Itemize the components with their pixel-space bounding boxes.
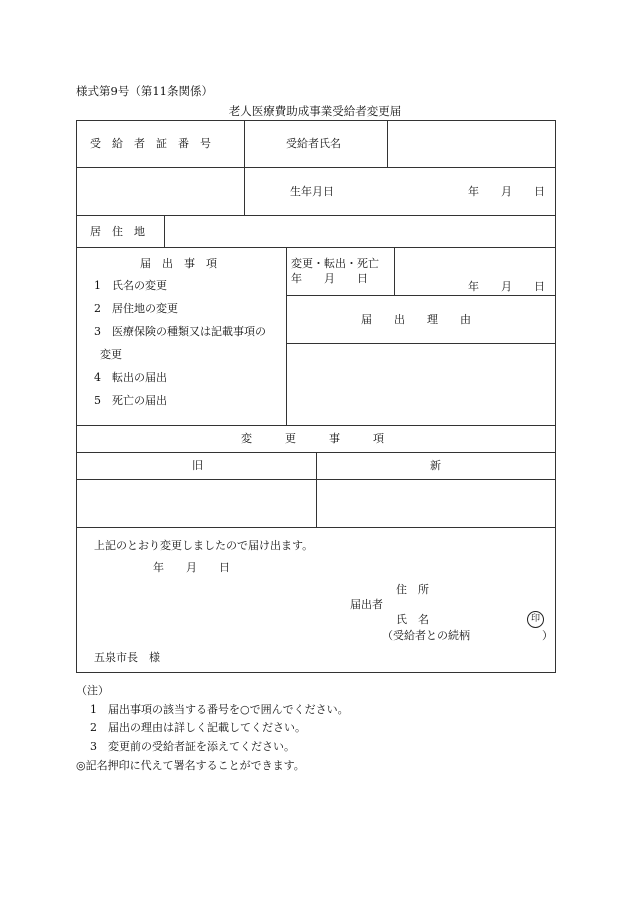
note-item: 3 変更前の受給者証を添えてください。 bbox=[90, 740, 295, 753]
column-divider bbox=[394, 247, 395, 295]
seal-icon: 印 bbox=[527, 611, 544, 628]
signature-note: ◎記名押印に代えて署名することができます。 bbox=[76, 759, 305, 772]
row-divider bbox=[76, 425, 556, 426]
notification-item: 3 医療保険の種類又は記載事項の bbox=[94, 325, 266, 338]
change-date-label-ymd: 年 月 日 bbox=[291, 272, 368, 285]
change-date-ymd: 年 月 日 bbox=[468, 280, 545, 293]
recipient-name-label: 受給者氏名 bbox=[286, 137, 341, 150]
column-divider bbox=[244, 120, 245, 215]
new-label: 新 bbox=[430, 459, 441, 472]
recipient-number-label: 受 給 者 証 番 号 bbox=[90, 137, 211, 150]
row-divider bbox=[76, 247, 556, 248]
notifier-address-label: 住 所 bbox=[396, 583, 429, 596]
birthdate-label: 生年月日 bbox=[290, 185, 334, 198]
form-number: 様式第9号（第11条関係） bbox=[76, 84, 213, 98]
notification-item: 2 居住地の変更 bbox=[94, 302, 178, 315]
notification-item: 1 氏名の変更 bbox=[94, 279, 167, 292]
change-date-label: 変更・転出・死亡 bbox=[291, 257, 379, 270]
notification-form bbox=[76, 120, 556, 673]
note-item: 2 届出の理由は詳しく記載してください。 bbox=[90, 721, 306, 734]
declaration-date: 年 月 日 bbox=[153, 561, 230, 574]
notification-item: 4 転出の届出 bbox=[94, 371, 167, 384]
notifier-name-label: 氏 名 bbox=[396, 613, 429, 626]
new-value-field[interactable] bbox=[317, 480, 554, 527]
notification-items-label: 届 出 事 項 bbox=[140, 257, 217, 270]
recipient-name-field[interactable] bbox=[388, 121, 554, 167]
form-title: 老人医療費助成事業受給者変更届 bbox=[228, 104, 402, 118]
birthdate-ymd: 年 月 日 bbox=[468, 185, 545, 198]
address-label: 居 住 地 bbox=[90, 225, 145, 238]
recipient-number-field[interactable] bbox=[77, 168, 244, 215]
row-divider bbox=[286, 295, 556, 296]
reason-label: 届 出 理 由 bbox=[361, 313, 471, 326]
addressee: 五泉市長 様 bbox=[94, 651, 160, 664]
change-items-label: 変 更 事 項 bbox=[241, 432, 384, 445]
note-item: 1 届出事項の該当する番号を○で囲んでください。 bbox=[90, 703, 349, 716]
notifier-label: 届出者 bbox=[350, 598, 383, 611]
notes-heading: （注） bbox=[76, 684, 109, 697]
notification-item: 5 死亡の届出 bbox=[94, 394, 167, 407]
address-field[interactable] bbox=[166, 216, 554, 247]
old-label: 旧 bbox=[192, 459, 203, 472]
relationship-close: ） bbox=[542, 629, 553, 642]
relationship-label: （受給者との続柄 bbox=[382, 629, 470, 642]
notification-item: 変更 bbox=[100, 348, 122, 361]
old-value-field[interactable] bbox=[77, 480, 316, 527]
row-divider bbox=[76, 527, 556, 528]
column-divider bbox=[164, 215, 165, 247]
declaration-statement: 上記のとおり変更しましたので届け出ます。 bbox=[94, 539, 314, 552]
reason-field[interactable] bbox=[287, 344, 554, 425]
